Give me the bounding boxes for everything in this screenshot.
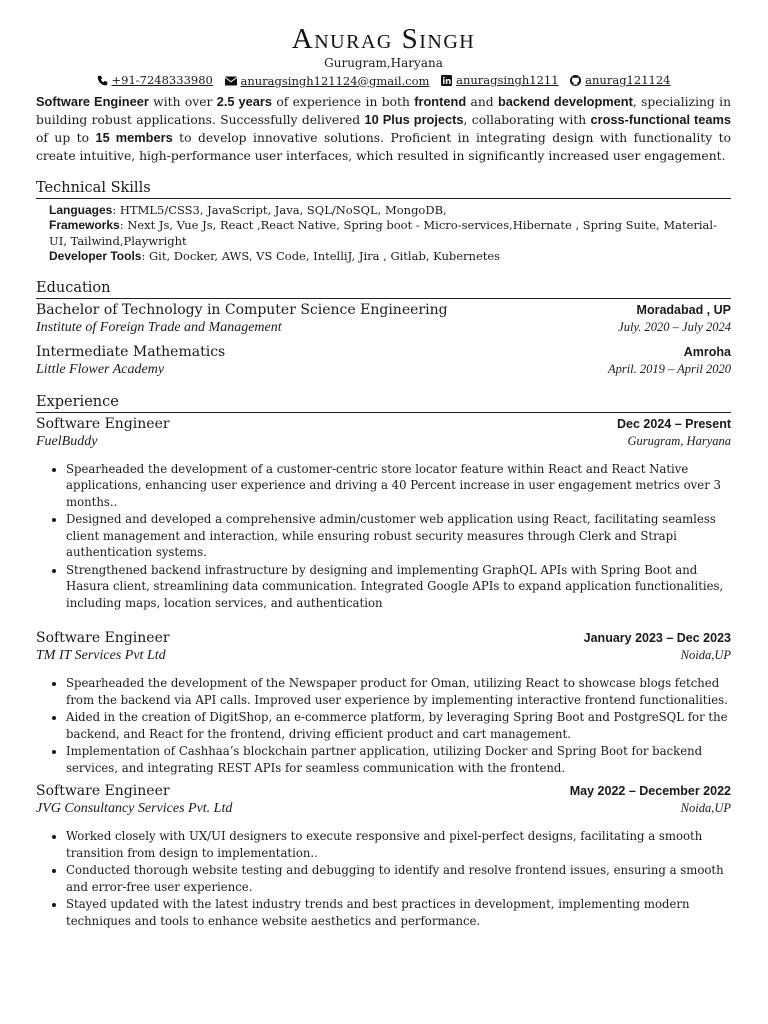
job-bullets [36, 461, 731, 612]
envelope-icon [225, 76, 237, 86]
section-title-skills: Technical Skills [36, 179, 731, 199]
bullet-item: • Aided in the creation of DigitShop, an e-commerce platform, by leveraging Spring Boot and PostgreSQL for the backend, and React for the frontend, driving efficient product and cart management. [66, 709, 731, 742]
skills-frameworks: Frameworks: Next Js, Vue Js, React ,React Native, Spring boot - Micro-services,Hibernate , Spring Suite, Material-UI, Tailwind,Playwright [49, 218, 717, 248]
job-location: Noida,UP [680, 648, 731, 662]
section-title-education: Education [36, 279, 731, 299]
bullet-item: • Worked closely with UX/UI designers to execute responsive and pixel-perfect designs, facilitating a smooth transition from design to implementation.. [66, 828, 731, 861]
education-entry [36, 343, 731, 379]
phone-contact[interactable] [97, 72, 213, 88]
school-name: Institute of Foreign Trade and Management [36, 319, 282, 335]
section-title-experience: Experience [36, 393, 731, 413]
linkedin-contact[interactable] [441, 72, 558, 88]
bullet-item: • Strengthened backend infrastructure by designing and implementing GraphQL APIs with Spring Boot and Hasura client, streamlining data communication. Integrated Google APIs to expand application functionalities, including maps, location services, and authentication [66, 562, 731, 612]
education-dates: April. 2019 – April 2020 [607, 361, 731, 376]
bullet-item: • Designed and developed a comprehensive admin/customer web application using React, facilitating seamless client management and interaction, while ensuring robust security measures through Clerk and Strapi authentication systems. [66, 511, 731, 561]
github-icon [570, 75, 581, 86]
candidate-name: Anurag Singh [291, 23, 476, 55]
linkedin-icon [441, 75, 452, 86]
professional-summary: Software Engineer with over 2.5 years of experience in both frontend and backend development, specializing in building robust applications. Successfully delivered 10 Plus projects, collaborating with cross-functional teams of up to 15 members to develop innovative solutions. Proficient in integrating design with functionality to create intuitive, high-performance user interfaces, which resulted in significantly increased user engagement. [36, 93, 732, 163]
education-location: Amroha [683, 344, 731, 359]
degree-title: Bachelor of Technology in Computer Science Engineering [36, 301, 448, 318]
company-name: TM IT Services Pvt Ltd [36, 648, 166, 663]
company-name: FuelBuddy [36, 433, 98, 449]
job-location: Gurugram, Haryana [627, 433, 731, 448]
bullet-item: • Conducted thorough website testing and debugging to identify and resolve frontend issues, ensuring a smooth and error-free user experience. [66, 862, 731, 895]
github-contact[interactable] [570, 72, 670, 88]
education-dates: July. 2020 – July 2024 [618, 319, 731, 334]
job-role: Software Engineer [36, 783, 170, 799]
email-address[interactable]: anuragsingh121124@gmail.com [240, 73, 430, 88]
education-location: Moradabad , UP [636, 302, 731, 317]
school-name: Little Flower Academy [36, 361, 165, 377]
job-role: Software Engineer [36, 415, 170, 432]
job-entry [36, 415, 731, 612]
email-contact[interactable] [225, 73, 430, 89]
job-entry [36, 782, 731, 929]
job-role: Software Engineer [36, 630, 170, 646]
bullet-item: • Implementation of Cashhaa’s blockchain partner application, utilizing Docker and Spring Boot for backend services, and integrating REST APIs for seamless communication with the frontend. [66, 743, 731, 776]
resume-page [36, 22, 731, 930]
bullet-item: • Spearheaded the development of the Newspaper product for Oman, utilizing React to showcase blogs fetched from the backend via API calls. Improved user experience by implementing interactive frontend functionalities. [66, 675, 731, 708]
skills-list [36, 203, 731, 265]
education-entry [36, 301, 731, 337]
phone-number[interactable]: +91-7248333980 [111, 73, 213, 87]
degree-title: Intermediate Mathematics [36, 343, 226, 360]
contact-row [36, 72, 731, 90]
linkedin-handle[interactable]: anuragsingh1211 [456, 73, 559, 87]
bullet-item: • Stayed updated with the latest industry trends and best practices in development, implementing modern techniques and tools to enhance website aesthetics and performance. [66, 896, 731, 929]
company-name: JVG Consultancy Services Pvt. Ltd [36, 801, 233, 816]
phone-icon [97, 75, 108, 86]
skills-tools: Developer Tools: Git, Docker, AWS, VS Code, IntelliJ, Jira , Gitlab, Kubernetes [49, 249, 501, 263]
job-location: Noida,UP [680, 801, 731, 815]
skills-languages: Languages: HTML5/CSS3, JavaScript, Java, SQL/NoSQL, MongoDB, [49, 202, 447, 217]
github-handle[interactable]: anurag121124 [585, 73, 671, 87]
job-bullets [36, 675, 731, 776]
job-dates: January 2023 – Dec 2023 [583, 631, 731, 645]
job-dates: May 2022 – December 2022 [569, 784, 731, 798]
candidate-location: Gurugram,Haryana [324, 56, 443, 70]
job-entry [36, 629, 731, 776]
bullet-item: • Spearheaded the development of a customer-centric store locator feature within React and React Native applications, enhancing user experience and driving a 40 Percent increase in user engagement metrics over 3 months.. [66, 461, 731, 511]
job-bullets [36, 828, 731, 929]
job-dates: Dec 2024 – Present [617, 416, 731, 431]
